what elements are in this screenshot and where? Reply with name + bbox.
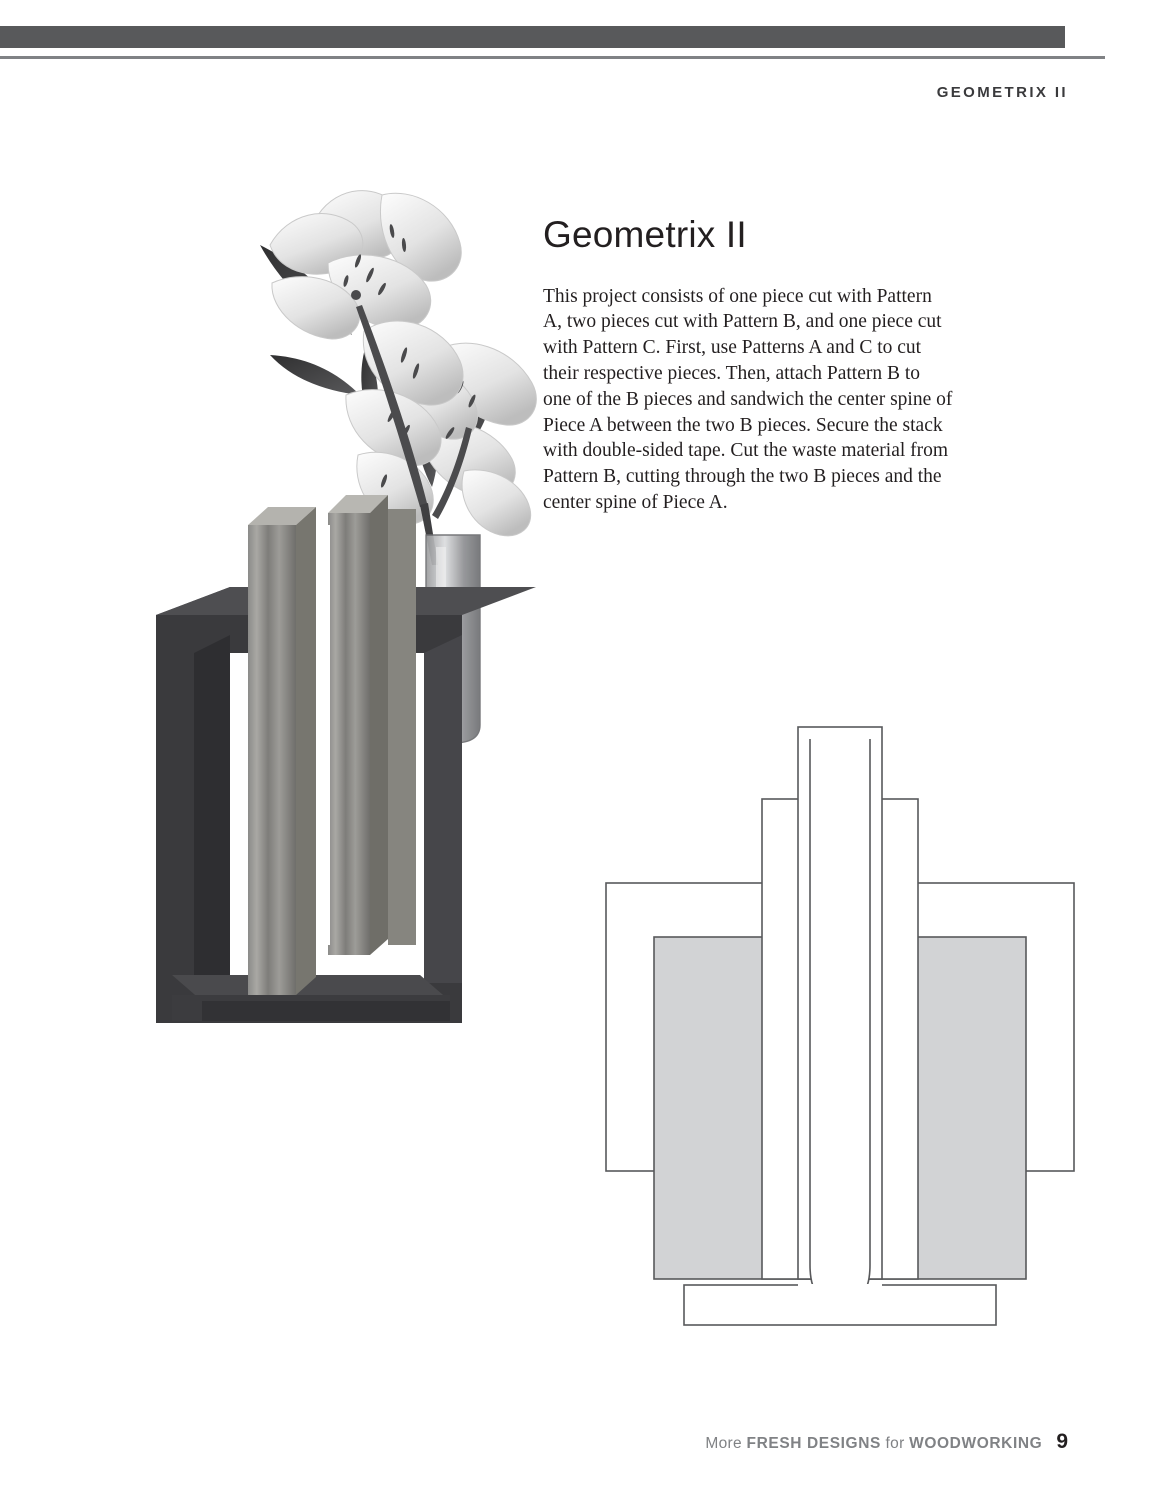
project-text-column — [543, 215, 953, 516]
diagram-panel-left — [654, 937, 772, 1279]
diagram-tube-slot — [810, 739, 870, 1305]
footer-brand-secondary: WOODWORKING — [909, 1435, 1043, 1452]
header-bar-dark — [0, 26, 1065, 48]
footer-middle: for — [880, 1435, 910, 1452]
running-head: GEOMETRIX II — [936, 84, 1068, 101]
footer-series-text — [705, 1435, 1042, 1453]
diagram-base — [684, 1285, 996, 1325]
diagram-panel-right — [908, 937, 1026, 1279]
header-bar-light — [0, 56, 1105, 59]
page-title: Geometrix II — [543, 214, 747, 255]
footer-prefix: More — [705, 1435, 747, 1452]
page-footer — [705, 1430, 1068, 1454]
project-photo — [120, 95, 550, 1055]
photo-illustration — [120, 95, 550, 1055]
pattern-diagram-illustration — [600, 715, 1080, 1345]
project-description: This project consists of one piece cut with Pattern A, two pieces cut with Pattern B, and one piece cut with Pattern C. First, use Patterns A and C to cut their respective pieces. Then, attach Pattern B to one of the B pieces and sandwich the center spine of Piece A between the two B pieces. Secure the stack with double-sided tape. Cut the waste material from Pattern B, cutting through the two B pieces and the center spine of Piece A. — [543, 285, 953, 514]
page-number: 9 — [1056, 1430, 1068, 1453]
pattern-diagram — [600, 715, 1080, 1345]
footer-brand-primary: FRESH DESIGNS — [746, 1435, 881, 1452]
